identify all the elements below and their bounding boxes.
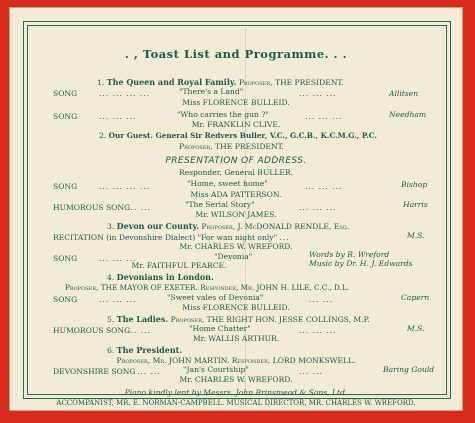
song-1-leader-2: ... ... ... [299,89,337,98]
toast-2-proposer: Proposer, THE PRESIDENT. [179,142,284,151]
song-1-title: "There's a Land" [179,87,244,96]
toast-number: 3. [107,222,115,231]
recitation-title: (in Devonshire Dialect) "For wan night only" [106,233,278,242]
song-6-leader: ... ... ... [99,295,137,304]
toast-1-heading [97,78,344,87]
song-8-title: "Jan's Courtship" [183,365,249,374]
toast-name: Devonians in London. [116,272,214,282]
recitation-composer: M.S. [407,231,425,240]
toast-6-heading [107,346,182,355]
toast-name: Devon our County. [116,221,199,231]
song-1-performer: Miss FLORENCE BULLEID. [182,98,290,107]
programme-title: . , Toast List and Programme. . . [124,47,348,61]
song-7-type: HUMOROUS SONG [53,326,131,335]
song-6-leader-2: ... ... [309,295,333,304]
song-1-leader: ... ... ... ... [99,89,151,98]
recitation-type: RECITATION [53,233,104,242]
toast-number: 4. [107,273,115,282]
toast-3-heading [107,222,349,231]
toast-name: The President. [116,345,183,355]
song-6-type: SONG [53,295,78,304]
song-2-composer: Needham [389,110,427,119]
song-7-composer: M.S. [407,324,425,333]
song-5-words-credit: Words by R. Wreford [309,250,390,259]
song-3-performer: Miss ADA PATTERSON. [190,190,282,199]
song-3-composer: Bishop [401,180,428,189]
song-5-performer: Mr. FAITHFUL PEARCE. [131,261,227,270]
recitation-leader: ... [279,233,290,242]
toast-4-heading [107,273,214,282]
toast-name: The Queen and Royal Family. [106,77,237,87]
song-2-performer: Mr. FRANKLIN CLIVE. [191,120,281,129]
song-4-leader-2: ... ... ... [299,203,337,212]
song-4-leader: ... ... [127,203,151,212]
song-7-performer: Mr. WALLIS ARTHUR. [192,334,280,343]
song-3-leader-2: ... ... ... [305,182,343,191]
song-2-leader: ... ... ... [99,112,137,121]
accompanist-credits: ACCOMPANIST, MR. E. NORMAN-CAMPBELL. MUSICAL DIRECTOR, MR. CHARLES W. WREFORD. [56,399,416,407]
song-8-leader: ... ... [137,367,161,376]
toast-6-line: Proposer, Mr. JOHN MARTIN. Responder, LORD MONKSWELL. [116,356,356,365]
piano-credit: Piano kindly lent by Messrs. John Brinsmead & Sons, Ltd. [124,388,348,397]
song-3-title: "Home, sweet home" [187,179,268,188]
toast-proposer: Proposer, THE PRESIDENT. [238,78,344,87]
song-6-composer: Capern [401,293,430,302]
song-4-performer: Mr. WILSON JAMES. [195,210,277,219]
song-1-type: SONG [53,89,78,98]
programme-card [9,7,463,411]
toast-2-heading [99,131,377,140]
song-4-composer: Harris [403,200,428,209]
toast-proposer: Proposer, J. McDONALD RENDLE, Esq. [201,222,350,231]
song-2-leader-2: ... ... ... [305,112,343,121]
song-1-composer: Allitsen [389,89,419,98]
song-4-title: "The Serial Story" [185,200,255,209]
song-7-title: "Home Chatter" [189,324,251,333]
song-5-music-credit: Music by Dr. H. J. Edwards [309,259,413,268]
song-4-type: HUMOROUS SONG [53,203,131,212]
song-6-performer: Miss FLORENCE BULLEID. [182,303,290,312]
song-3-leader: ... ... ... ... [99,182,151,191]
song-8-performer: Mr. CHARLES W. WREFORD. [179,375,293,384]
song-6-title: "Sweet vales of Devonia" [167,293,264,302]
song-7-leader-2: ... ... ... [299,326,337,335]
toast-2-responder: Responder, General BULLER. [178,168,294,177]
song-5-title: "Devonia" [214,252,253,261]
toast-proposer: Proposer, THE RIGHT HON. JESSE COLLINGS, M.P. [170,315,370,324]
song-3-type: SONG [53,182,78,191]
toast-number: 5. [107,315,115,324]
presentation-of-address: PRESENTATION OF ADDRESS. [165,156,307,166]
toast-name: The Ladies. [116,314,169,324]
toast-number: 6. [107,346,115,355]
toast-number: 2. [99,131,107,140]
recitation-performer: Mr. CHARLES W. WREFORD. [179,242,293,251]
song-2-type: SONG [53,112,78,121]
song-5-leader: ... ... ... [99,254,137,263]
toast-number: 1. [97,78,105,87]
song-5-type: SONG [53,254,78,263]
song-2-title: "Who carries the gun ?" [177,110,269,119]
toast-4-line: Proposer, THE MAYOR OF EXETER. Responder, Mr. JOHN H. LILE, C.C., D.L. [65,283,350,292]
recitation-line [53,233,290,242]
song-8-composer: Baring Gould [383,365,435,374]
song-7-leader: ... ... [127,326,151,335]
song-8-leader-2: ... ... [299,367,323,376]
toast-name: Our Guest. General Sir Redvers Buller, V.C., G.C.B., K.C.M.G., P.C. [108,131,377,140]
toast-5-heading [107,315,370,324]
song-8-type: DEVONSHIRE SONG [53,367,136,376]
